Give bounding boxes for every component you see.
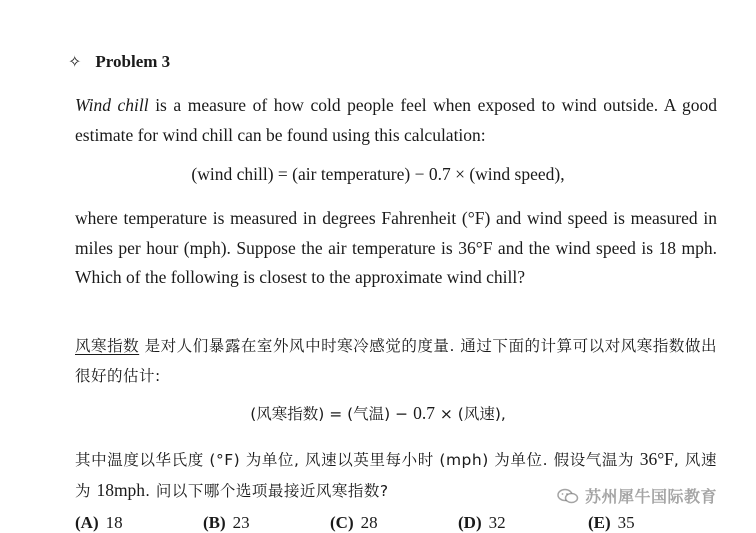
choice-d[interactable] (458, 513, 506, 533)
problem-title: Problem 3 (95, 52, 171, 71)
choice-b[interactable] (203, 513, 250, 533)
choice-value: 28 (360, 513, 378, 532)
choice-label: (E) (588, 513, 611, 532)
choice-value: 32 (488, 513, 506, 532)
english-intro-paragraph (75, 91, 717, 150)
english-question-paragraph: where temperature is measured in degrees Fahrenheit (°F) and wind speed is measured in miles per hour (mph). Suppose the air temperature is 36°F and the wind speed is 18 mph. Which of the following is closest to the approximate wind chill? (75, 208, 717, 287)
english-formula: (wind chill) = (air temperature) − 0.7 × (wind speed), (191, 164, 565, 184)
chinese-intro-paragraph (75, 331, 717, 391)
wind-chill-term: Wind chill (75, 95, 149, 115)
choice-a[interactable] (75, 513, 123, 533)
choice-value: 18 (105, 513, 123, 532)
chinese-question-part-b: , 风速为 (75, 451, 717, 500)
choice-value: 23 (232, 513, 250, 532)
chinese-formula-coefficient: 0.7 (413, 403, 435, 423)
choice-c[interactable] (330, 513, 378, 533)
chinese-term: 风寒指数 (75, 337, 140, 355)
chinese-question-part-c: . 问以下哪个选项最接近风寒指数? (145, 482, 389, 500)
choice-e[interactable] (588, 513, 635, 533)
problem-heading (68, 52, 170, 72)
choice-label: (D) (458, 513, 482, 532)
diamond-icon: ✧ (68, 54, 82, 71)
wechat-icon (557, 488, 579, 504)
english-intro-text: is a measure of how cold people feel when exposed to wind outside. A good estimate for wind chill can be found using this calculation: (75, 95, 717, 145)
chinese-formula (0, 402, 756, 424)
choice-label: (B) (203, 513, 226, 532)
watermark (557, 484, 717, 507)
choice-value: 35 (617, 513, 635, 532)
choice-label: (C) (330, 513, 354, 532)
chinese-formula-left: (风寒指数) = (气温) − (250, 405, 414, 423)
chinese-intro-text: 是对人们暴露在室外风中时寒冷感觉的度量. 通过下面的计算可以对风寒指数做出很好的估计: (75, 337, 717, 385)
watermark-text: 苏州犀牛国际教育 (585, 487, 718, 506)
choice-label: (A) (75, 513, 99, 532)
chinese-formula-right: × (风速), (434, 405, 506, 423)
chinese-question-part-a: 其中温度以华氏度 (°F) 为单位, 风速以英里每小时 (mph) 为单位. 假设气温为 (75, 451, 640, 469)
chinese-question-speed: 18mph (96, 480, 146, 500)
chinese-question-temp: 36°F (639, 449, 674, 469)
